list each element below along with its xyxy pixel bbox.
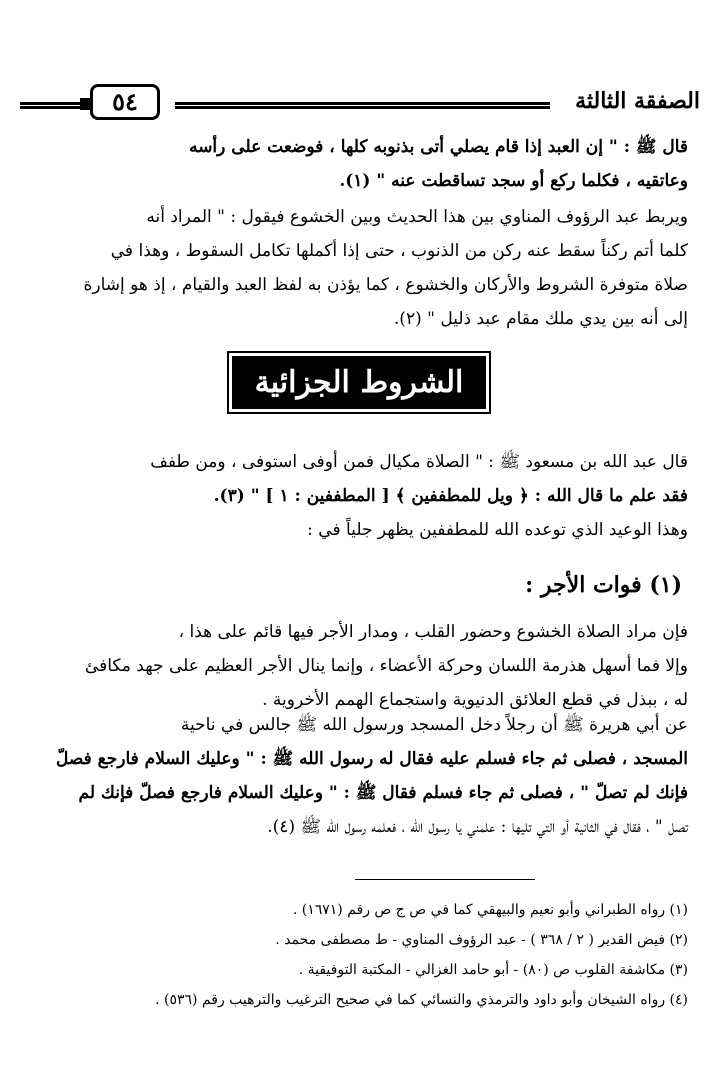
- footnote: (٤) رواه الشيخان وأبو داود والترمذي والنسائي كما في صحيح الترغيب والترهيب رقم (٥٣٦) .: [155, 992, 688, 1008]
- text-line: ويربط عبد الرؤوف المناوي بين هذا الحديث وبين الخشوع فيقول : " المراد أنه: [146, 207, 688, 227]
- paragraph-2: [36, 200, 688, 336]
- footnote-separator: [355, 879, 535, 880]
- text-line: إلى أنه بين يدي ملك مقام عبد ذليل " (٢).: [393, 309, 688, 329]
- text-line: عن أبي هريرة ﷺ أن رجلاً دخل المسجد ورسول الله ﷺ جالس في ناحية: [180, 715, 688, 735]
- text-line: قال ﷺ : " إن العبد إذا قام يصلي أتى بذنوبه كلها ، فوضعت على رأسه: [189, 137, 688, 157]
- paragraph-4: [36, 615, 688, 717]
- chapter-banner: [0, 356, 718, 409]
- section-heading: (١) فوات الأجر :: [525, 572, 682, 598]
- paragraph-1: [36, 130, 688, 198]
- paragraph-3: [36, 445, 688, 547]
- text-line: وإلا فما أسهل هذرمة اللسان وحركة الأعضاء ، وإنما ينال الأجر العظيم على جهد مكافئ: [84, 656, 688, 676]
- section-name: الصفقة الثالثة: [575, 88, 700, 114]
- paragraph-5: [36, 708, 688, 844]
- text-line: له ، ببذل في قطع العلائق الدنيوية واستجماع الهمم الأخروية .: [262, 690, 688, 710]
- text-line: فقد علم ما قال الله : ﴿ ويل للمطففين ﴾ [ المطففين : ١ ] " (٣).: [213, 486, 688, 506]
- text-line: وعاتقيه ، فكلما ركع أو سجد تساقطت عنه " (١).: [339, 171, 688, 191]
- text-line: قال عبد الله بن مسعود ﷺ : " الصلاة مكيال فمن أوفى استوفى ، ومن طفف: [150, 452, 688, 472]
- footnote: (٢) فيض القدير ( ٢ / ٣٦٨ ) - عبد الرؤوف المناوي - ط مصطفى محمد .: [275, 932, 688, 948]
- text-line: فإن مراد الصلاة الخشوع وحضور القلب ، ومدار الأجر فيها قائم على هذا ،: [178, 622, 688, 642]
- footnote: (٣) مكاشفة القلوب ص (٨٠) - أبو حامد الغزالي - المكتبة التوفيقية .: [298, 962, 688, 978]
- header-rule-left: [20, 102, 80, 109]
- text-line: كلما أتم ركناً سقط عنه ركن من الذنوب ، حتى إذا أكملها تكامل السقوط ، وهذا في: [110, 241, 688, 261]
- text-line: تصل " ، فقال في الثانية أو التي تليها : علمني يا رسول الله ، فعلمه رسول الله ﷺ (٤).: [267, 817, 688, 837]
- footnotes: [36, 895, 688, 1015]
- banner-title: الشروط الجزائية: [232, 356, 487, 409]
- header-rule: [175, 102, 550, 109]
- text-line: وهذا الوعيد الذي توعده الله للمطففين يظهر جلياً في :: [307, 520, 688, 540]
- text-line: المسجد ، فصلى ثم جاء فسلم عليه فقال له رسول الله ﷺ : " وعليك السلام فارجع فصلّ: [56, 749, 688, 769]
- footnote: (١) رواه الطبراني وأبو نعيم والبيهقي كما في ص ج ص رقم (١٦٧١) .: [292, 902, 688, 918]
- text-line: صلاة متوفرة الشروط والأركان والخشوع ، كما يؤذن به لفظ العبد والقيام ، إذ هو إشارة: [83, 275, 688, 295]
- page-header: [20, 84, 700, 124]
- text-line: فإنك لم تصلّ " ، فصلى ثم جاء فسلم فقال ﷺ : " وعليك السلام فارجع فصلّ فإنك لم: [78, 783, 688, 803]
- page-number-tab: [80, 98, 90, 110]
- page-number: ٥٤: [90, 84, 160, 120]
